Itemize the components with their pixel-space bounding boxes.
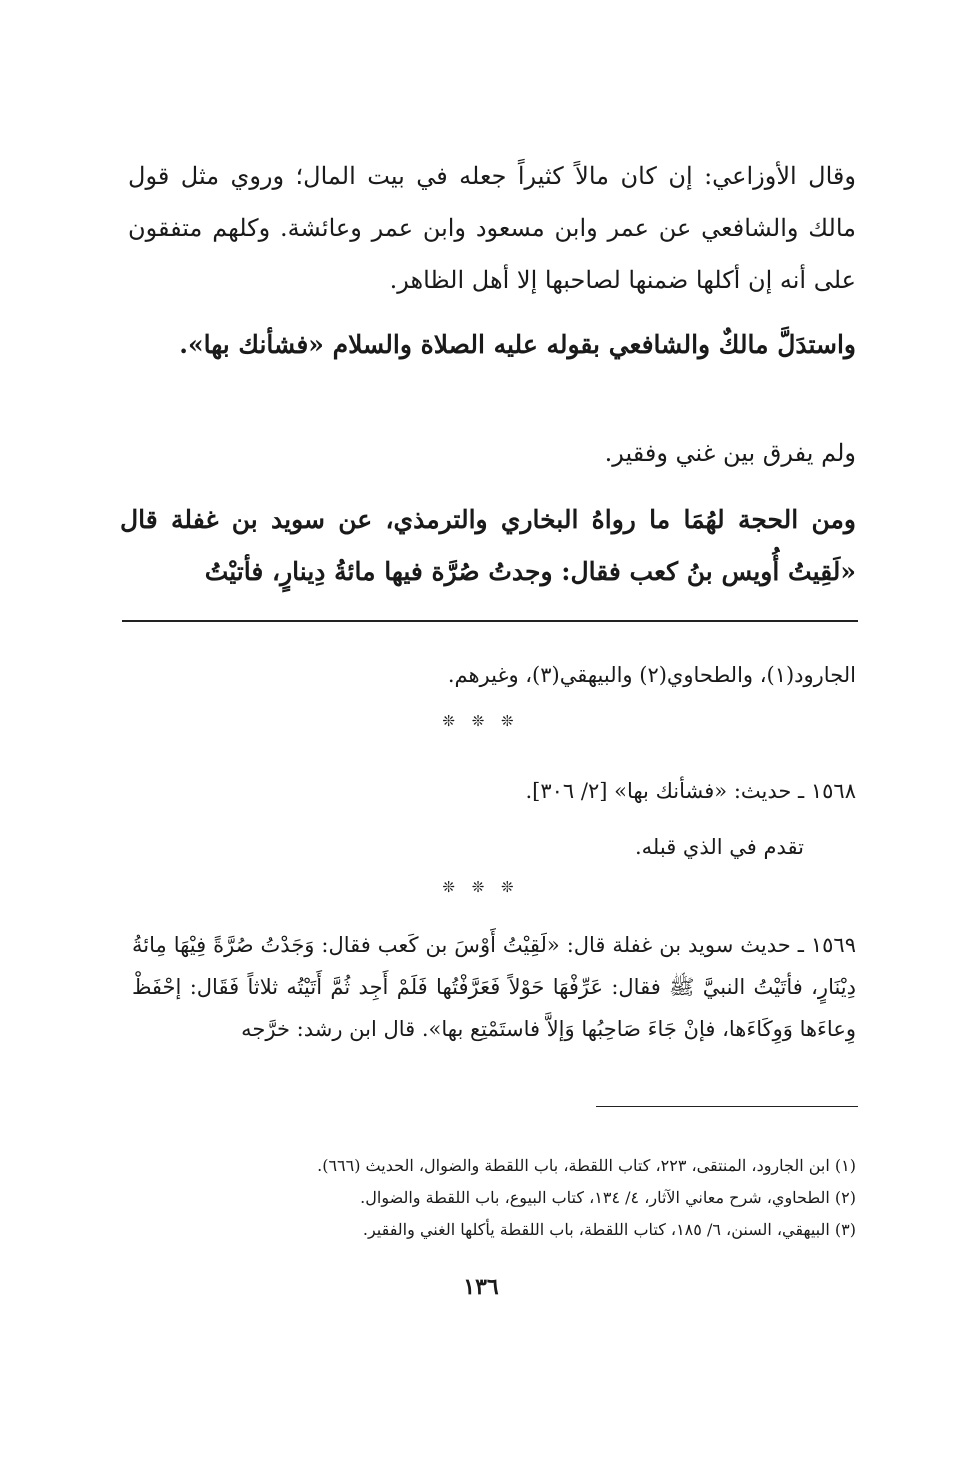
main-paragraph-3: ولم يفرق بين غني وفقير. xyxy=(604,439,856,467)
main-divider xyxy=(122,620,858,622)
hadith-1569: ١٥٦٩ ـ حديث سويد بن غفلة قال: «لَقِيْتُ أَوْسَ بن كَعب فقال: وَجَدْتُ صُرَّةً فِيْهَا مِائةُ دِيْنَارٍ، فأتَيْتُ النبيَّ ﷺ فقال: عَرِّفْهَا حَوْلاً فَعَرَّفْتُها فَلَمْ أَجِد ثُمَّ أَتَيْتُه ثلاثاً فَقَال: إحْفَظْ وِعاءَها وَوِكَاءَها، فإنْ جَاءَ صَاحِبُها وَإلاَّ فاستَمْتِع بها». قال ابن رشد: خرَّجه xyxy=(132,933,856,1041)
page-number: ١٣٦ xyxy=(463,1274,499,1300)
commentary-line: الجارود(١)، والطحاوي(٢) والبيهقي(٣)، وغيرهم. xyxy=(447,663,856,687)
hadith-1568-note: تقدم في الذي قبله. xyxy=(634,835,804,859)
main-paragraph-1: وقال الأوزاعي: إن كان مالاً كثيراً جعله في بيت المال؛ وروي مثل قول مالك والشافعي عن عمر وابن مسعود وابن عمر وعائشة. وكلهم متفقون على أنه إن أكلها ضمنها لصاحبها إلا أهل الظاهر. xyxy=(128,162,856,294)
main-paragraph-2: واستدَلَّ مالكٌ والشافعي بقوله عليه الصلاة والسلام «فشأنك بها». xyxy=(179,330,856,359)
footnote-1: (١) ابن الجارود، المنتقى، ٢٢٣، كتاب اللقطة، باب اللقطة والضوال، الحديث (٦٦٦). xyxy=(317,1156,856,1175)
footnote-2: (٢) الطحاوي، شرح معاني الآثار، ٤/ ١٣٤، كتاب البيوع، باب اللقطة والضوال. xyxy=(360,1188,856,1207)
main-paragraph-4: ومن الحجة لهُمَا ما رواهُ البخاري والترمذي، عن سويد بن غفلة قال «لَقِيتُ أُويس بنُ كعب فقال: وجدتُ صُرَّة فيها مائةُ دِينارٍ، فأتيْتُ xyxy=(120,505,856,586)
hadith-1568: ١٥٦٨ ـ حديث: «فشأنك بها» [٢/ ٣٠٦]. xyxy=(525,779,856,803)
section-separator-1: ❊ ❊ ❊ xyxy=(442,712,520,730)
section-separator-2: ❊ ❊ ❊ xyxy=(442,878,520,896)
footnote-divider xyxy=(596,1106,858,1107)
footnote-3: (٣) البيهقي، السنن، ٦/ ١٨٥، كتاب اللقطة، باب اللقطة يأكلها الغني والفقير. xyxy=(362,1220,856,1239)
